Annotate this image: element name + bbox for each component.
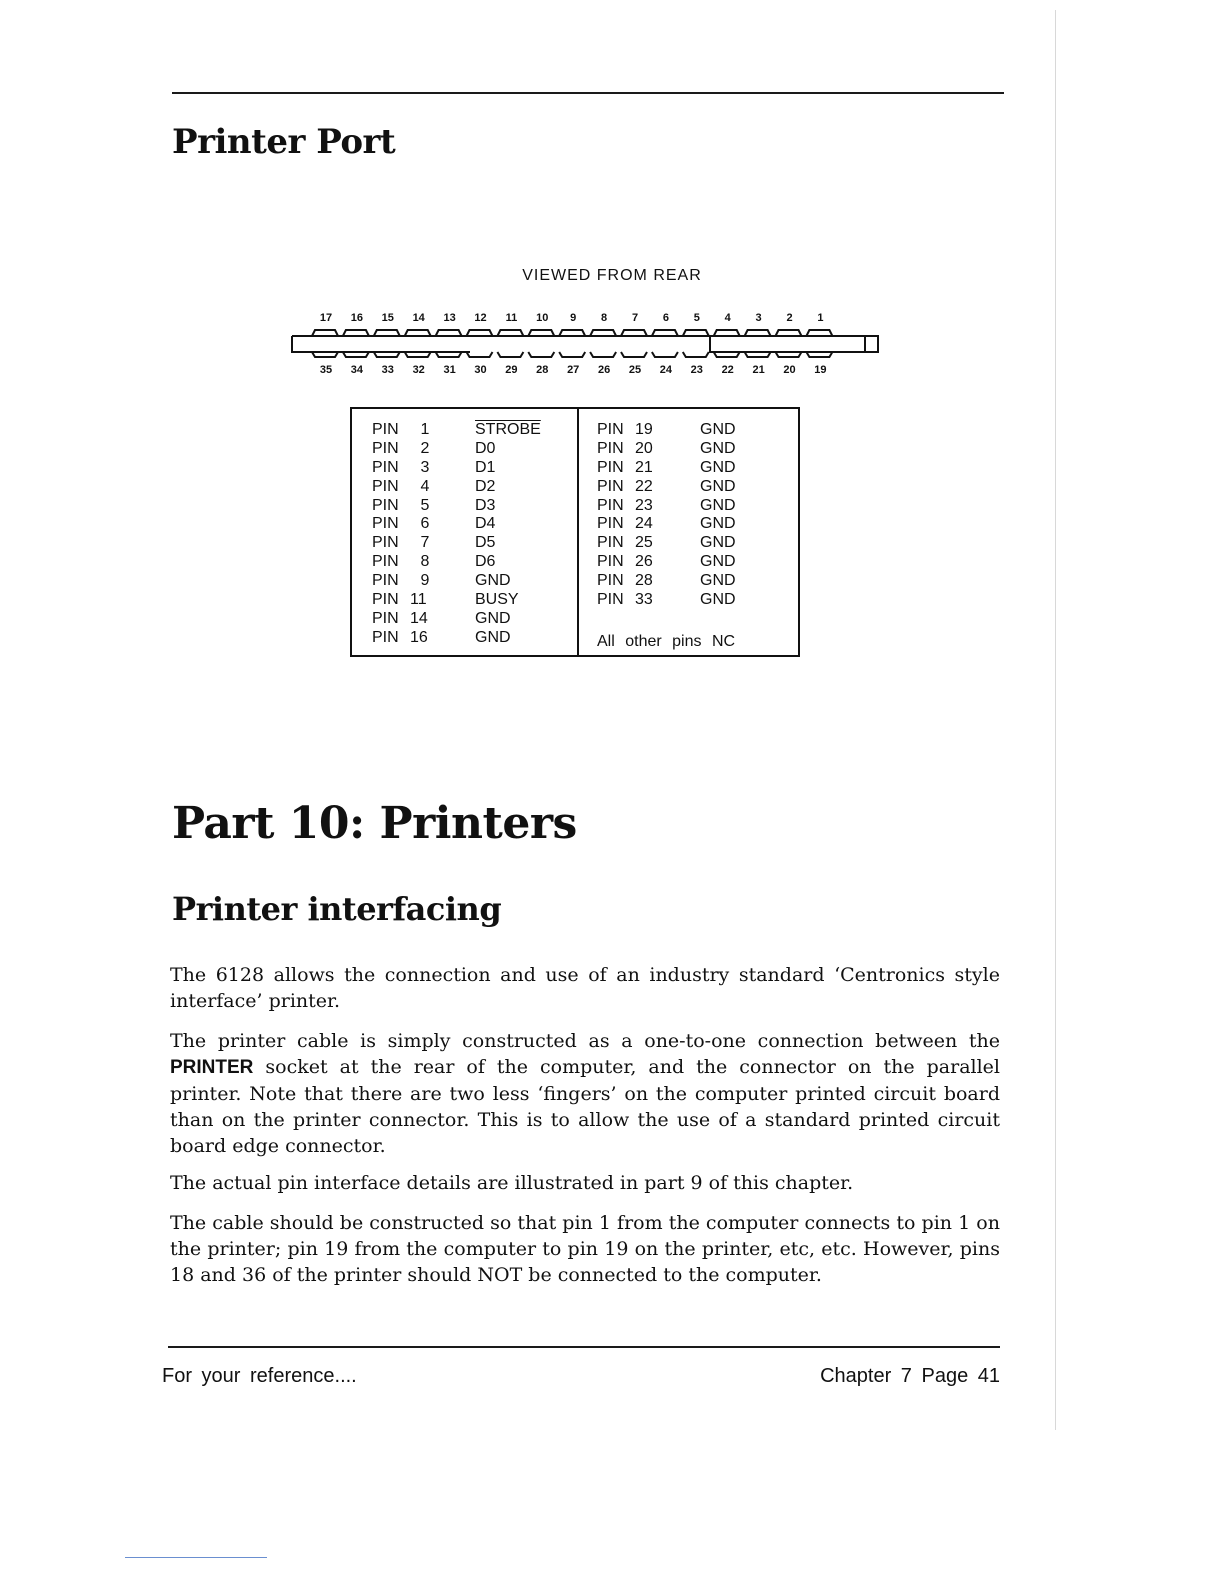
pin-number: 20 bbox=[635, 439, 653, 457]
paragraph-2 bbox=[170, 1028, 1000, 1159]
pin-number: 33 bbox=[381, 364, 394, 376]
footer-page-number: Chapter 7 Page 41 bbox=[820, 1365, 1000, 1387]
pin-label: PIN bbox=[372, 572, 399, 590]
pin-row bbox=[597, 572, 797, 591]
pin-signal: STROBE bbox=[475, 421, 541, 438]
pin-number: 9 bbox=[420, 572, 430, 590]
connector-diagram bbox=[290, 326, 880, 360]
pin-label: PIN bbox=[372, 515, 399, 533]
pin-label: PIN bbox=[597, 439, 624, 457]
pin-row bbox=[372, 610, 572, 629]
pin-signal: GND bbox=[700, 439, 736, 457]
pin-number: 4 bbox=[724, 312, 731, 324]
pin-table-right-column bbox=[597, 421, 797, 610]
pin-signal: GND bbox=[700, 421, 736, 438]
top-rule bbox=[172, 92, 1004, 94]
pin-number: 22 bbox=[635, 477, 653, 495]
pin-label: PIN bbox=[372, 439, 399, 457]
pin-signal: GND bbox=[700, 534, 736, 552]
pin-number: 1 bbox=[817, 312, 824, 324]
pin-number: 12 bbox=[474, 312, 487, 324]
pin-number: 7 bbox=[631, 312, 639, 324]
pin-signal: GND bbox=[700, 477, 736, 495]
pin-row bbox=[372, 440, 572, 459]
pin-number: 2 bbox=[420, 439, 430, 457]
part-title: Part 10: Printers bbox=[172, 798, 577, 849]
pin-number: 31 bbox=[443, 364, 456, 376]
diagram-caption: VIEWED FROM REAR bbox=[522, 267, 702, 284]
pin-number: 5 bbox=[420, 496, 430, 514]
pin-label: PIN bbox=[372, 591, 399, 609]
pin-signal: D6 bbox=[475, 553, 496, 571]
pin-number: 21 bbox=[635, 458, 653, 476]
pin-row bbox=[597, 553, 797, 572]
pin-signal: GND bbox=[475, 628, 511, 646]
pin-number: 19 bbox=[814, 364, 827, 376]
pin-label: PIN bbox=[597, 458, 624, 476]
page-edge-line bbox=[1055, 10, 1056, 1430]
pin-table-divider bbox=[577, 409, 579, 655]
pin-signal: D1 bbox=[475, 458, 496, 476]
pin-number: 21 bbox=[752, 364, 765, 376]
pin-number: 29 bbox=[505, 364, 518, 376]
pin-signal: GND bbox=[700, 496, 736, 514]
pin-number: 33 bbox=[635, 591, 653, 609]
pin-signal: GND bbox=[700, 553, 736, 571]
pin-signal: GND bbox=[700, 458, 736, 476]
pin-number: 26 bbox=[635, 553, 653, 571]
pin-label: PIN bbox=[597, 477, 624, 495]
pin-row bbox=[597, 591, 797, 610]
pin-number: 26 bbox=[597, 364, 611, 376]
pin-label: PIN bbox=[597, 421, 624, 438]
pin-number: 9 bbox=[570, 312, 577, 324]
pin-label: PIN bbox=[597, 591, 624, 609]
pin-number: 25 bbox=[635, 534, 653, 552]
pin-row bbox=[372, 421, 572, 440]
pin-row bbox=[597, 421, 797, 440]
paragraph-1: The 6128 allows the connection and use of an industry standard ‘Centronics style interface’ printer. bbox=[170, 964, 1000, 1012]
pin-row bbox=[597, 497, 797, 516]
pin-signal: GND bbox=[475, 609, 511, 627]
scan-edge-mark bbox=[125, 1557, 267, 1558]
pin-number: 13 bbox=[443, 312, 456, 324]
pin-row bbox=[597, 440, 797, 459]
pin-signal: GND bbox=[700, 515, 736, 533]
pin-row bbox=[597, 534, 797, 553]
pin-number: 24 bbox=[659, 364, 673, 376]
pin-number: 17 bbox=[319, 312, 333, 324]
pin-signal: D2 bbox=[475, 477, 496, 495]
pin-signal: GND bbox=[700, 572, 736, 590]
pin-number: 35 bbox=[319, 364, 333, 376]
pin-row bbox=[372, 534, 572, 553]
pin-label: PIN bbox=[597, 553, 624, 571]
pin-label: PIN bbox=[597, 515, 624, 533]
pin-signal: GND bbox=[700, 591, 736, 609]
pin-number: 28 bbox=[635, 572, 653, 590]
pin-number: 14 bbox=[412, 312, 425, 324]
pin-number: 14 bbox=[410, 609, 428, 627]
bottom-rule bbox=[168, 1346, 1000, 1348]
footer-left: For your reference.... bbox=[162, 1365, 357, 1387]
pin-label: PIN bbox=[372, 534, 399, 552]
pin-row bbox=[372, 459, 572, 478]
printer-keyword: PRINTER bbox=[170, 1057, 254, 1078]
pin-number: 23 bbox=[635, 496, 653, 514]
pin-row bbox=[372, 515, 572, 534]
pin-number: 2 bbox=[786, 312, 793, 324]
paragraph-2-rest: socket at the rear of the computer, and the connector on the parallel printer. Note that there are two less ‘fingers’ on the computer printed circuit board than on the printer connector. This is to allow the use of a standard printed circuit board edge connector. bbox=[170, 1056, 1000, 1157]
pin-number: 32 bbox=[412, 364, 425, 376]
pin-number: 11 bbox=[505, 312, 518, 324]
pin-number: 22 bbox=[721, 364, 734, 376]
pin-number: 16 bbox=[350, 312, 364, 324]
pin-row bbox=[597, 515, 797, 534]
pin-number: 3 bbox=[420, 458, 430, 476]
pin-number: 4 bbox=[420, 477, 430, 495]
pin-number: 28 bbox=[536, 364, 549, 376]
pin-signal: D5 bbox=[475, 534, 496, 552]
pin-number: 10 bbox=[536, 312, 549, 324]
pin-number: 23 bbox=[690, 364, 703, 376]
pin-number: 11 bbox=[410, 591, 427, 609]
pin-number: 8 bbox=[420, 553, 430, 571]
pin-row bbox=[597, 478, 797, 497]
pin-number: 1 bbox=[420, 421, 430, 438]
section-title: Printer Port bbox=[172, 122, 396, 162]
pin-label: PIN bbox=[372, 421, 399, 438]
pin-signal: GND bbox=[475, 572, 511, 590]
pin-table-left-column bbox=[372, 421, 572, 648]
pin-label: PIN bbox=[597, 534, 624, 552]
pin-label: PIN bbox=[372, 628, 399, 646]
pin-number: 15 bbox=[381, 312, 394, 324]
pin-row bbox=[372, 591, 572, 610]
pin-label: PIN bbox=[597, 572, 624, 590]
pin-table-note: All other pins NC bbox=[597, 633, 736, 650]
pin-signal: D4 bbox=[475, 515, 496, 533]
pin-number: 20 bbox=[783, 364, 796, 376]
pin-number: 6 bbox=[662, 312, 669, 324]
pin-label: PIN bbox=[372, 609, 399, 627]
pin-number: 19 bbox=[635, 421, 653, 438]
pin-number: 5 bbox=[693, 312, 700, 324]
pin-row bbox=[372, 553, 572, 572]
paragraph-3: The actual pin interface details are illustrated in part 9 of this chapter. bbox=[170, 1172, 854, 1194]
paragraph-4: The cable should be constructed so that pin 1 from the computer connects to pin 1 on the printer; pin 19 from the computer to pin 19 on the printer, etc, etc. However, pins 18 and 36 of the printer should NOT be connected to the computer. bbox=[170, 1212, 1000, 1286]
pin-row bbox=[597, 459, 797, 478]
paragraph-2-start: The printer cable is simply constructed as a one-to-one connection between the bbox=[170, 1030, 1000, 1052]
pin-table bbox=[350, 407, 800, 657]
pin-number: 7 bbox=[420, 534, 430, 552]
pin-row bbox=[372, 629, 572, 648]
pin-label: PIN bbox=[597, 496, 624, 514]
subsection-title: Printer interfacing bbox=[172, 890, 502, 928]
pin-number: 27 bbox=[567, 364, 580, 376]
pin-label: PIN bbox=[372, 496, 399, 514]
pin-label: PIN bbox=[372, 553, 399, 571]
pin-label: PIN bbox=[372, 477, 399, 495]
pin-number: 30 bbox=[474, 364, 487, 376]
pin-number: 8 bbox=[601, 312, 608, 324]
pin-row bbox=[372, 497, 572, 516]
pin-number: 24 bbox=[635, 515, 653, 533]
pin-label: PIN bbox=[372, 458, 399, 476]
pin-signal: D0 bbox=[475, 439, 496, 457]
pin-number: 16 bbox=[410, 628, 428, 646]
pin-number: 34 bbox=[350, 364, 364, 376]
pin-number: 3 bbox=[755, 312, 762, 324]
pin-row bbox=[372, 572, 572, 591]
pin-row bbox=[372, 478, 572, 497]
pin-signal: D3 bbox=[475, 496, 496, 514]
pin-number: 25 bbox=[628, 364, 642, 376]
pin-number: 6 bbox=[420, 515, 430, 533]
pin-signal: BUSY bbox=[475, 591, 519, 609]
